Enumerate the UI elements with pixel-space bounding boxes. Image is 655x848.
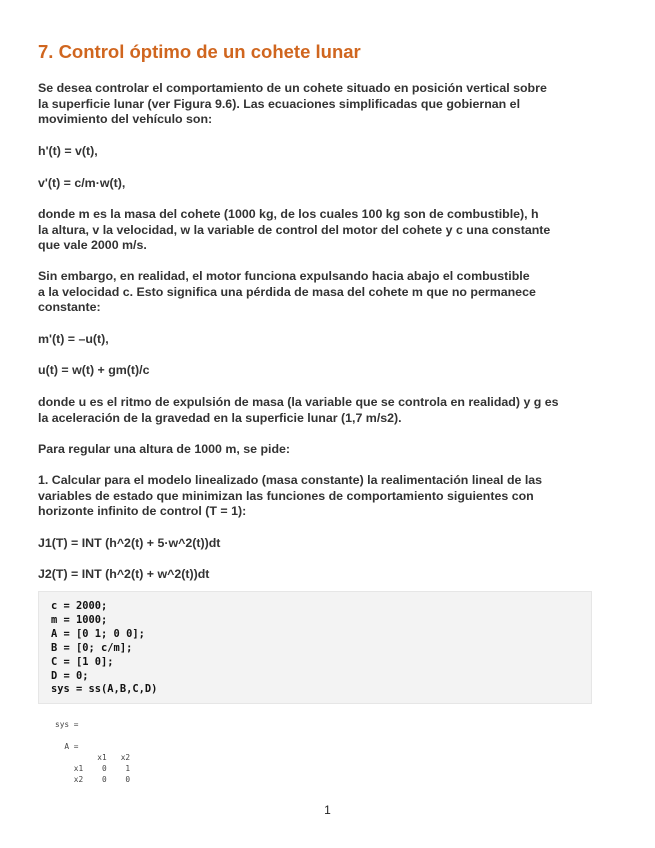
text-line: la superficie lunar (ver Figura 9.6). Las ecuaciones simplificadas que gobiernan el [38,96,521,111]
output-line: A = [55,742,79,751]
output-line: x1 x2 [55,753,131,762]
code-line: A = [0 1; 0 0]; [51,627,145,640]
page-title: 7. Control óptimo de un cohete lunar [38,41,361,62]
code-line: c = 2000; [51,600,108,612]
code-output [55,719,130,785]
text-line: 1. Calcular para el modelo linealizado (masa constante) la realimentación lineal de las [38,473,543,487]
output-line: x1 0 1 [55,764,131,773]
output-line [55,730,130,741]
task-intro: Para regular una altura de 1000 m, se pide: [38,442,291,456]
page-number: 1 [324,803,331,817]
text-line: a la velocidad c. Esto significa una pérdida de masa del cohete m que no permanece [38,284,536,299]
equation-j2: J2(T) = INT (h^2(t) + w^2(t))dt [38,567,210,581]
text-line: la aceleración de la gravedad en la superficie lunar (1,7 m/s2). [38,410,402,425]
output-line: sys = [55,720,79,729]
text-line: movimiento del vehículo son: [38,112,213,126]
mass-description-paragraph [38,207,550,254]
text-line: constante: [38,300,101,314]
code-line: C = [1 0]; [51,655,114,668]
code-line: B = [0; c/m]; [51,641,133,654]
text-line: Se desea controlar el comportamiento de un cohete situado en posición vertical sobre [38,81,547,95]
equation-u: u(t) = w(t) + gm(t)/c [38,363,150,377]
text-line: donde u es el ritmo de expulsión de masa (la variable que se controla en realidad) y g es [38,395,559,409]
text-line: donde m es la masa del cohete (1000 kg, de los cuales 100 kg son de combustible), h [38,207,539,221]
code-line: m = 1000; [51,613,108,626]
engine-paragraph [38,269,536,316]
code-line: D = 0; [51,669,89,682]
task-item-1 [38,473,542,520]
equation-j1: J1(T) = INT (h^2(t) + 5·w^2(t))dt [38,536,221,550]
output-line: x2 0 0 [55,775,131,784]
text-line: la altura, v la velocidad, w la variable de control del motor del cohete y c una constante [38,222,551,237]
text-line: variables de estado que minimizan las funciones de comportamiento siguientes con [38,488,534,503]
intro-paragraph [38,81,547,128]
code-line: sys = ss(A,B,C,D) [51,683,158,696]
equation-v: v'(t) = c/m·w(t), [38,176,126,190]
text-line: horizonte infinito de control (T = 1): [38,504,247,518]
text-line: que vale 2000 m/s. [38,238,147,252]
equation-m: m'(t) = –u(t), [38,332,109,346]
text-line: Sin embargo, en realidad, el motor funciona expulsando hacia abajo el combustible [38,269,530,283]
code-block [38,591,592,704]
gravity-paragraph [38,395,559,426]
equation-h: h'(t) = v(t), [38,144,98,158]
